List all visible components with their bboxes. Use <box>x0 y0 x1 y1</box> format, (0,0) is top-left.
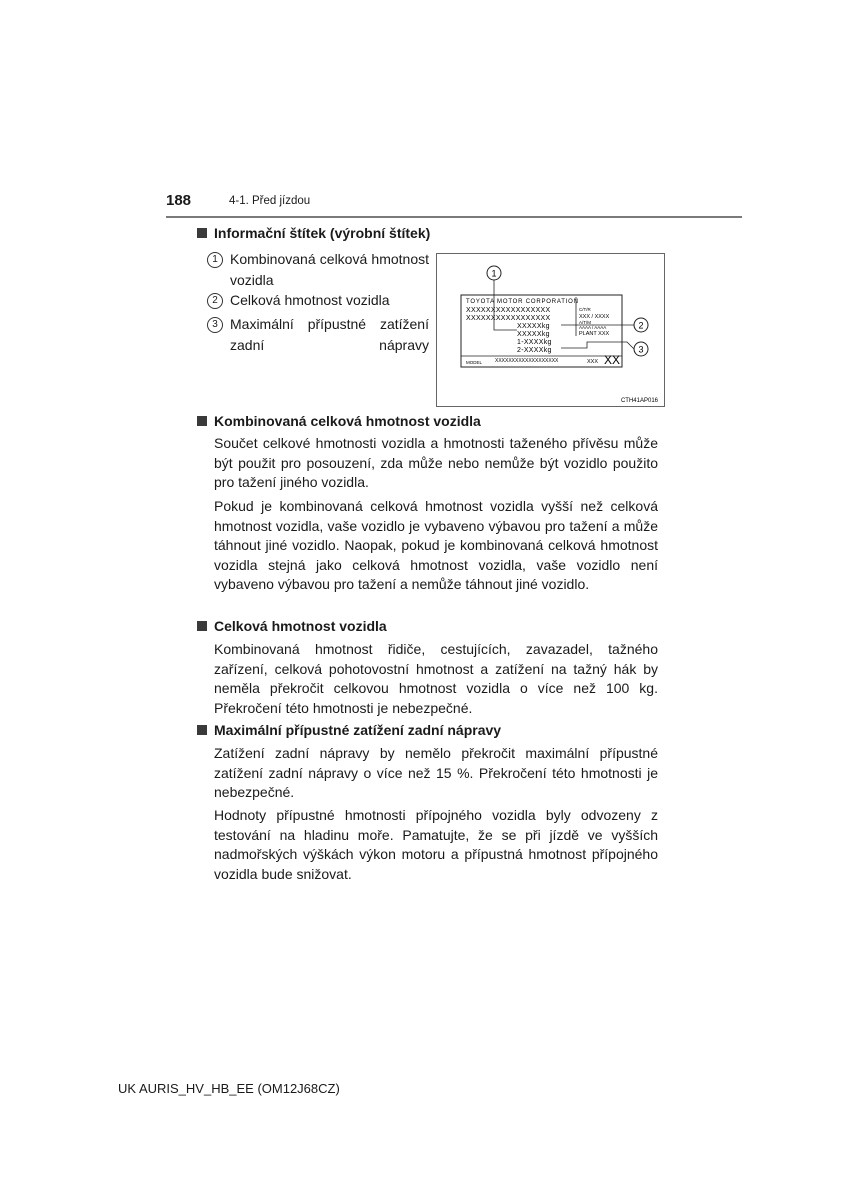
callout-1-text: 1 <box>491 268 497 279</box>
bottom-small: XXX <box>587 359 599 365</box>
chapter-title: 4-1. Před jízdou <box>229 195 311 207</box>
paragraph: Kombinovaná hmotnost řidiče, cestujících, zavazadel, tažného zařízení, celková pohotovostní hmotnost a zatížení na tažný hák by neměla překročit celkovou hmotnost vozidla o více než 100 kg. Překročení této hmotnosti je nebezpečné. <box>214 641 658 716</box>
paragraph: Zatížení zadní nápravy by nemělo překročit maximální přípustné zatížení zadní nápravy o více než 15 %. Překročení této hmotnosti je nebezpečné. <box>214 745 658 800</box>
xxx-text: XXX / XXXX <box>579 314 610 320</box>
section-title: Kombinovaná celková hmotnost vozidla <box>214 413 481 429</box>
atm-text: A/T/M <box>579 320 591 325</box>
square-bullet-icon <box>197 725 207 735</box>
ctr-text: C/T/R <box>579 307 591 312</box>
weight-4: 2-XXXXkg <box>517 347 552 354</box>
list-item-text: Celková hmotnost vozidla <box>230 292 390 308</box>
model-label: MODEL <box>466 360 483 365</box>
circled-number-2-icon: 2 <box>207 293 223 309</box>
list-item-text: Kombinovaná celková hmotnost vozidla <box>230 251 429 288</box>
circled-number-3-icon: 3 <box>207 317 223 333</box>
square-bullet-icon <box>197 416 207 426</box>
model-value: XXXXXXXXXXXXXXXXXXX <box>495 358 559 364</box>
section-title: Maximální přípustné zatížení zadní nápravy <box>214 722 502 738</box>
weight-1: XXXXXkg <box>517 323 550 330</box>
circled-number-1-icon: 1 <box>207 252 223 268</box>
aaaa-text: AAAA / AAAA <box>579 325 607 330</box>
callout-2-text: 2 <box>638 320 644 331</box>
figure-code: CTH41AP016 <box>620 398 658 404</box>
list-item-text: Maximální přípustné zatížení zadní nápravy <box>230 316 429 353</box>
bottom-big: XX <box>604 353 621 367</box>
footer-model-code: UK AURIS_HV_HB_EE (OM12J68CZ) <box>118 1081 340 1096</box>
section-heading-gross <box>197 618 387 634</box>
label-figure <box>436 253 665 407</box>
square-bullet-icon <box>197 228 207 238</box>
page-number: 188 <box>166 192 192 209</box>
callout-3-text: 3 <box>638 344 644 355</box>
paragraph: Součet celkové hmotnosti vozidla a hmotnosti taženého přívěsu může být použit pro posouzení, zda může nebo nemůže být vozidlo použito pro tažení jiného vozidla. <box>214 435 658 490</box>
paragraph: Pokud je kombinovaná celková hmotnost vozidla vyšší než celková hmotnost vozidla, vaše vozidlo je vybaveno výbavou pro tažení a může táhnout jiné vozidlo. Naopak, pokud je kombinovaná celková hmotnost vozidla stejná jako celková hmotnost vozidla, vaše vozidlo není vybaveno výbavou pro tažení a nemůže táhnout jiné vozidlo. <box>214 498 658 592</box>
list-item <box>207 314 429 377</box>
section-heading-combined <box>197 413 481 429</box>
label-row-1: XXXXXXXXXXXXXXXXX <box>466 307 551 314</box>
label-row-2: XXXXXXXXXXXXXXXXX <box>466 315 551 322</box>
section-title: Celková hmotnost vozidla <box>214 618 387 634</box>
square-bullet-icon <box>197 621 207 631</box>
paragraph: Hodnoty přípustné hmotnosti přípojného vozidla byly odvozeny z testování na hladinu moře. Pamatujte, že se při jízdě ve vyšších nadmořských výškách výkon motoru a přípustná hmotnost přípojného vozidla bude snižovat. <box>214 807 658 882</box>
weight-3: 1-XXXXkg <box>517 339 552 346</box>
manufacturer-text: TOYOTA MOTOR CORPORATION <box>466 299 579 305</box>
section-heading-rear-axle <box>197 722 501 738</box>
plant-text: PLANT XXX <box>579 331 610 337</box>
header-rule <box>166 216 742 218</box>
weight-2: XXXXXkg <box>517 331 550 338</box>
section-title: Informační štítek (výrobní štítek) <box>214 225 431 241</box>
section-heading-info-label <box>197 225 430 241</box>
